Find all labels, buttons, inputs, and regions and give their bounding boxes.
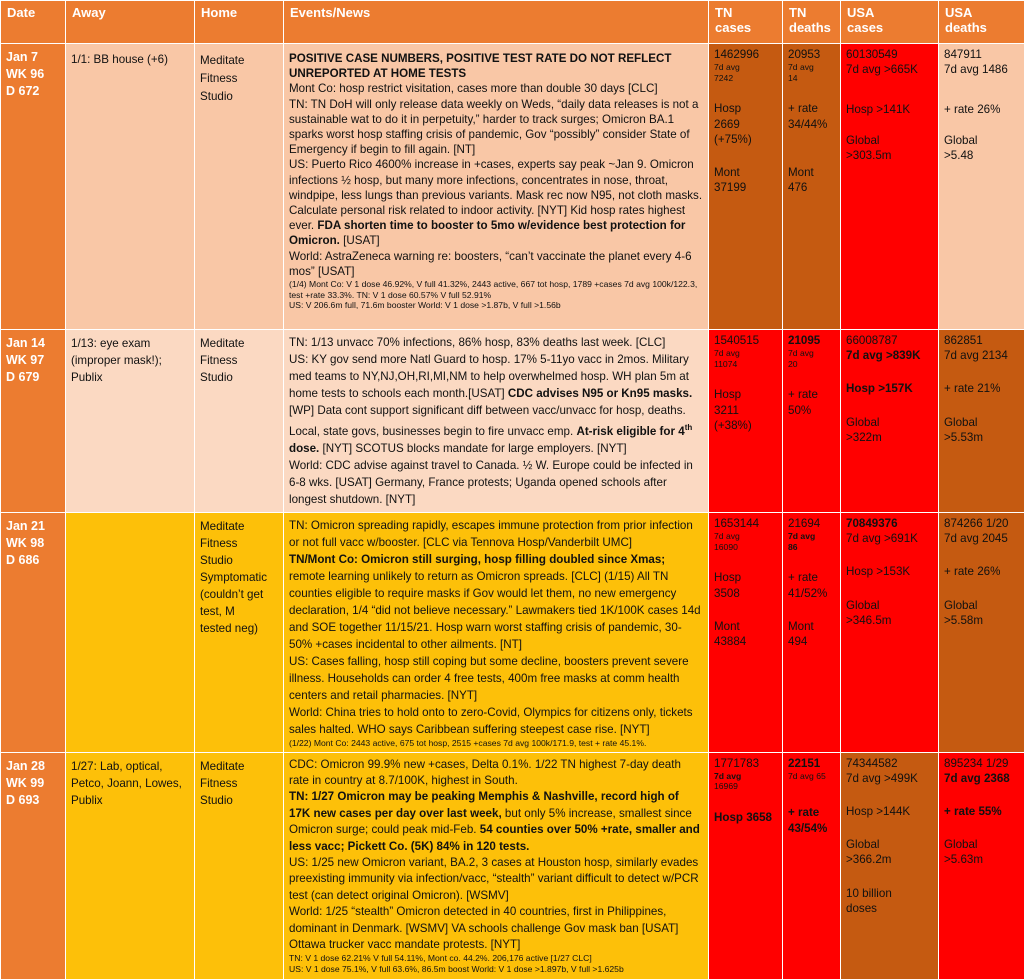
tn-cases-cell: 1462996 7d avg 7242 Hosp 2669 (+75%) Mont 37199 <box>709 44 783 330</box>
date-cell: Jan 21 WK 98 D 686 <box>1 513 66 753</box>
usa-cases-cell: 74344582 7d avg >499K Hosp >144K Global >366.2m 10 billion doses <box>841 752 939 979</box>
tn-deaths-cell: 21694 7d avg 86 + rate 41/52% Mont 494 <box>783 513 841 753</box>
header-tn-cases: TN cases <box>709 1 783 44</box>
tn-deaths-cell: 21095 7d avg 20 + rate 50% <box>783 330 841 513</box>
usa-deaths-cell: 895234 1/29 7d avg 2368 + rate 55% Global >5.63m <box>939 752 1024 979</box>
table-row <box>1 330 1024 513</box>
usa-cases-cell: 70849376 7d avg >691K Hosp >153K Global >346.5m <box>841 513 939 753</box>
usa-cases-cell: 60130549 7d avg >665K Hosp >141K Global >303.5m <box>841 44 939 330</box>
header-away: Away <box>66 1 195 44</box>
usa-deaths-cell: 874266 1/20 7d avg 2045 + rate 26% Global >5.58m <box>939 513 1024 753</box>
tn-cases-cell: 1653144 7d avg 16090 Hosp 3508 Mont 43884 <box>709 513 783 753</box>
news-cell: TN: 1/13 unvacc 70% infections, 86% hosp, 83% deaths last week. [CLC] US: KY gov send more Natl Guard to hosp. 17% 5-11yo vacc in 2mos. Military med teams to NY,NJ,OH,RI,MI,NM to help overwhelmed hosp. WH plan 5m at home tests to schools each month.[USAT] CDC advises N95 or Kn95 masks. [WP] Data cont support significant diff between vacc/unvacc for hosp, deaths. Local, state govs, businesses begin to fire unvacc emp. At-risk eligible for 4th dose. [NYT] SCOTUS blocks mandate for large employers. [NYT] World: CDC advise against travel to Canada. ½ W. Europe could be infected in 6-8 wks. [USAT] Germany, France protests; Uganda opened schools after longest shutdown. [NYT] <box>284 330 709 513</box>
usa-deaths-cell: 847911 7d avg 1486 + rate 26% Global >5.48 <box>939 44 1024 330</box>
date-cell: Jan 14 WK 97 D 679 <box>1 330 66 513</box>
tn-deaths-cell: 22151 7d avg 65 + rate 43/54% <box>783 752 841 979</box>
home-cell: Meditate Fitness Studio <box>195 330 284 513</box>
header-usa-deaths: USA deaths <box>939 1 1024 44</box>
header-usa-cases: USA cases <box>841 1 939 44</box>
away-cell <box>66 513 195 753</box>
header-date: Date <box>1 1 66 44</box>
table-row <box>1 44 1024 330</box>
header-events: Events/News <box>284 1 709 44</box>
header-home: Home <box>195 1 284 44</box>
date-cell: Jan 28 WK 99 D 693 <box>1 752 66 979</box>
header-tn-deaths: TN deaths <box>783 1 841 44</box>
usa-deaths-cell: 862851 7d avg 2134 + rate 21% Global >5.53m <box>939 330 1024 513</box>
away-cell: 1/27: Lab, optical, Petco, Joann, Lowes, Publix <box>66 752 195 979</box>
news-cell: TN: Omicron spreading rapidly, escapes immune protection from prior infection or not full vacc w/booster. [CLC via Tennova Hosp/Vanderbilt UMC] TN/Mont Co: Omicron still surging, hosp filling doubled since Xmas; remote learning unlikely to return as Omicron spreads. [CLC] (1/15) All TN counties eligible to require masks if Gov would let them, no new emergency declaration, 1/4 “did not believe necessary.” Lawmakers tied 1K/100K cases 14d and SOE together 11/15/21. Hosp warn worst staffing crisis of pandemic, 30-50% +cases incidental to other ailments. [NT] US: Cases falling, hosp still coping but some decline, boosters prevent severe illness. Households can order 4 free tests, 400m free masks at comm health centers and retail pharmacies. [NYT] World: China tries to hold onto to zero-Covid, Olympics for citizens only, tickets sales halted. WHO says Caribbean suffering steepest case rise. [NYT] (1/22) Mont Co: 2443 active, 675 tot hosp, 2515 +cases 7d avg 100k/171.9, test + rate 45.1%. <box>284 513 709 753</box>
away-cell: 1/1: BB house (+6) <box>66 44 195 330</box>
news-cell: CDC: Omicron 99.9% new +cases, Delta 0.1%. 1/22 TN highest 7-day death rate in country at 8.7/100K, highest in South. TN: 1/27 Omicron may be peaking Memphis & Nashville, record high of 17K new cases per day over last week, but only 5% increase, smallest since Omicron surge; could peak mid-Feb. 54 counties over 50% +rate, smaller and less vacc; Pickett Co. (5K) 84% in 120 tests. US: 1/25 new Omicron variant, BA.2, 3 cases at Houston hosp, similarly evades preexisting immunity via infection/vacc, “stealth” variant difficult to detect w/PCR test (can detect original Omicron). [WSMV] World: 1/25 “stealth” Omicron detected in 40 countries, first in Philippines, dominant in Denmark. [WSMV] VA schools challenge Gov mask ban [USAT] Ottawa trucker vacc mandate protests. [NYT] TN: V 1 dose 62.21% V full 54.11%, Mont co. 44.2%. 206,176 active [1/27 CLC] US: V 1 dose 75.1%, V full 63.6%, 86.5m boost World: V 1 dose >1.897b, V full >1.625b <box>284 752 709 979</box>
home-cell: Meditate Fitness Studio <box>195 752 284 979</box>
date-cell: Jan 7 WK 96 D 672 <box>1 44 66 330</box>
table-row <box>1 513 1024 753</box>
home-cell: Meditate Fitness Studio Symptomatic (couldn’t get test, M tested neg) <box>195 513 284 753</box>
tn-cases-cell: 1771783 7d avg 16969 Hosp 3658 <box>709 752 783 979</box>
usa-cases-cell: 66008787 7d avg >839K Hosp >157K Global >322m <box>841 330 939 513</box>
home-cell: Meditate Fitness Studio <box>195 44 284 330</box>
news-cell: POSITIVE CASE NUMBERS, POSITIVE TEST RATE DO NOT REFLECT UNREPORTED AT HOME TESTS Mont Co: hosp restrict visitation, cases more than double 30 days [CLC] TN: TN DoH will only release data weekly on Weds, “daily data releases is not a sustainable wat to do it in perpetuity,” harder to track surges; Omicron BA.1 sparks worst hosp staffing crisis of pandemic, Gov “possibly” consider State of Emergency if begin to fill again. [NT] US: Puerto Rico 4600% increase in +cases, experts say peak ~Jan 9. Omicron infections ½ hosp, but many more infections, concentrates in nose, throat, windpipe, less lungs than previous variants. Mask rec now N95, not cloth masks. Calculate personal risk related to indoor activity. [NYT] Kid hosp rates highest ever. FDA shorten time to booster to 5mo w/evidence best protection for Omicron. [USAT] World: AstraZeneca warning re: boosters, “can’t vaccinate the planet every 4-6 mos” [USAT] (1/4) Mont Co: V 1 dose 46.92%, V full 41.32%, 2443 active, 667 tot hosp, 1789 +cases 7d avg 100k/122.3, test +rate 33.3%. TN: V 1 dose 60.57% V full 52.91% US: V 206.6m full, 71.6m booster World: V 1 dose >1.87b, V full >1.56b <box>284 44 709 330</box>
header-row <box>1 1 1024 44</box>
tn-deaths-cell: 20953 7d avg 14 + rate 34/44% Mont 476 <box>783 44 841 330</box>
away-cell: 1/13: eye exam (improper mask!); Publix <box>66 330 195 513</box>
tn-cases-cell: 1540515 7d avg 11074 Hosp 3211 (+38%) <box>709 330 783 513</box>
table-row <box>1 752 1024 979</box>
